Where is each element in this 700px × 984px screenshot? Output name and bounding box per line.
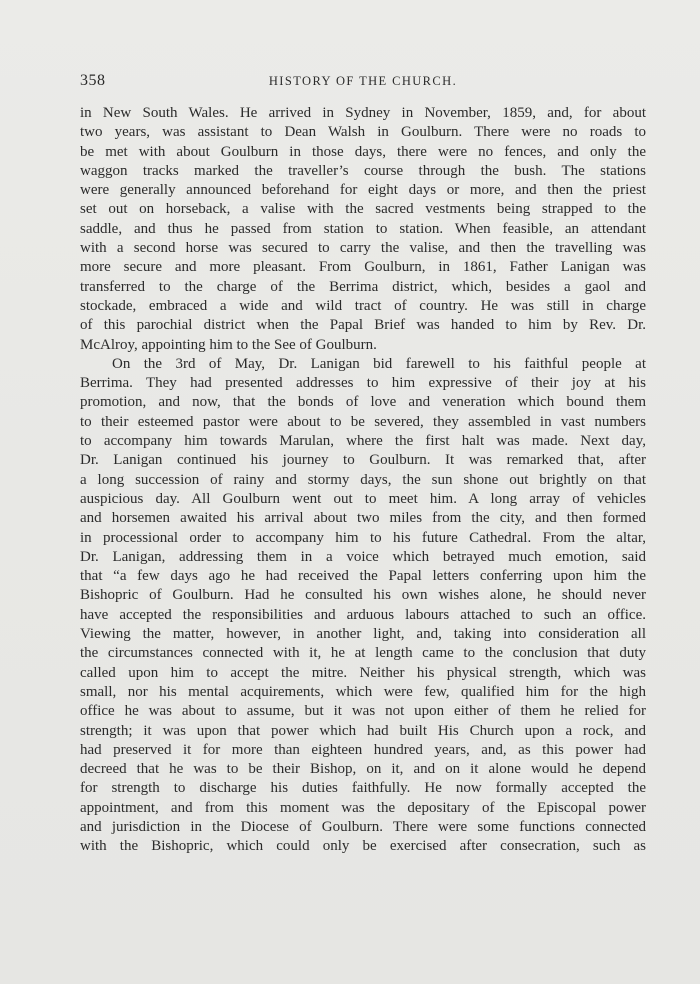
text-line: to their esteemed pastor were about to be severed, they assembled in vast numbers (80, 413, 646, 430)
text-line: small, nor his mental acquirements, which were few, qualified him for the high (80, 683, 646, 700)
text-line: appointment, and from this moment was the depositary of the Episcopal power (80, 799, 646, 816)
text-line: strength; it was upon that power which had built His Church upon a rock, and (80, 722, 646, 739)
text-line: with the Bishopric, which could only be exercised after consecration, such as (80, 838, 646, 855)
text-line: stockade, embraced a wide and wild tract of country. He was still in charge (80, 297, 646, 314)
text-line: and horsemen awaited his arrival about two miles from the city, and then formed (80, 510, 646, 527)
text-line: the circumstances connected with it, he at length came to the conclusion that duty (80, 645, 646, 662)
text-line: have accepted the responsibilities and arduous labours attached to such an office. (80, 606, 646, 623)
text-line: were generally announced beforehand for eight days or more, and then the priest (80, 182, 646, 199)
text-line: called upon him to accept the mitre. Neither his physical strength, which was (80, 664, 646, 681)
text-line: and jurisdiction in the Diocese of Goulburn. There were some functions connected (80, 818, 646, 835)
running-head: HISTORY OF THE CHURCH. (268, 74, 458, 88)
paragraph-start-line: On the 3rd of May, Dr. Lanigan bid farewell to his faithful people at (112, 355, 646, 372)
text-line: to accompany him towards Marulan, where the first halt was made. Next day, (80, 433, 646, 450)
text-line: set out on horseback, a valise with the sacred vestments being strapped to the (80, 201, 646, 218)
page-header (80, 72, 646, 92)
text-line: for strength to discharge his duties faithfully. He now formally accepted the (80, 780, 646, 797)
text-line: two years, was assistant to Dean Walsh in Goulburn. There were no roads to (80, 124, 646, 141)
text-line: promotion, and now, that the bonds of love and veneration which bound them (80, 394, 646, 411)
text-line: with a second horse was secured to carry the valise, and then the travelling was (80, 240, 646, 257)
text-line: decreed that he was to be their Bishop, on it, and on it alone would he depend (80, 761, 646, 778)
text-line: of this parochial district when the Papal Brief was handed to him by Rev. Dr. (80, 317, 646, 334)
text-line: in New South Wales. He arrived in Sydney in November, 1859, and, for about (80, 105, 646, 121)
text-line: Viewing the matter, however, in another light, and, taking into consideration all (80, 626, 646, 643)
page-number: 358 (80, 72, 106, 89)
paragraph-end-line: McAlroy, appointing him to the See of Goulburn. (80, 336, 377, 353)
text-line: transferred to the charge of the Berrima district, which, besides a gaol and (80, 278, 646, 295)
text-line: Dr. Lanigan, addressing them in a voice which betrayed much emotion, said (80, 548, 646, 565)
text-line: saddle, and thus he passed from station to station. When feasible, an attendant (80, 220, 646, 237)
text-line: a long succession of rainy and stormy days, the sun shone out brightly on that (80, 471, 646, 488)
text-line: that “a few days ago he had received the Papal letters conferring upon him the (80, 568, 646, 585)
text-line: waggon tracks marked the traveller’s course through the bush. The stations (80, 162, 646, 179)
body-text (80, 104, 646, 857)
text-line: be met with about Goulburn in those days, there were no fences, and only the (80, 143, 646, 160)
text-line: Berrima. They had presented addresses to him expressive of their joy at his (80, 375, 646, 392)
text-line: office he was about to assume, but it was not upon either of them he relied for (80, 703, 646, 720)
text-line: Dr. Lanigan continued his journey to Goulburn. It was remarked that, after (80, 452, 646, 469)
text-line: more secure and more pleasant. From Goulburn, in 1861, Father Lanigan was (80, 259, 646, 276)
text-line: auspicious day. All Goulburn went out to meet him. A long array of vehicles (80, 490, 646, 507)
text-line: in processional order to accompany him to his future Cathedral. From the altar, (80, 529, 646, 546)
text-line: Bishopric of Goulburn. Had he consulted his own wishes alone, he should never (80, 587, 646, 604)
text-line: had preserved it for more than eighteen hundred years, and, as this power had (80, 741, 646, 758)
